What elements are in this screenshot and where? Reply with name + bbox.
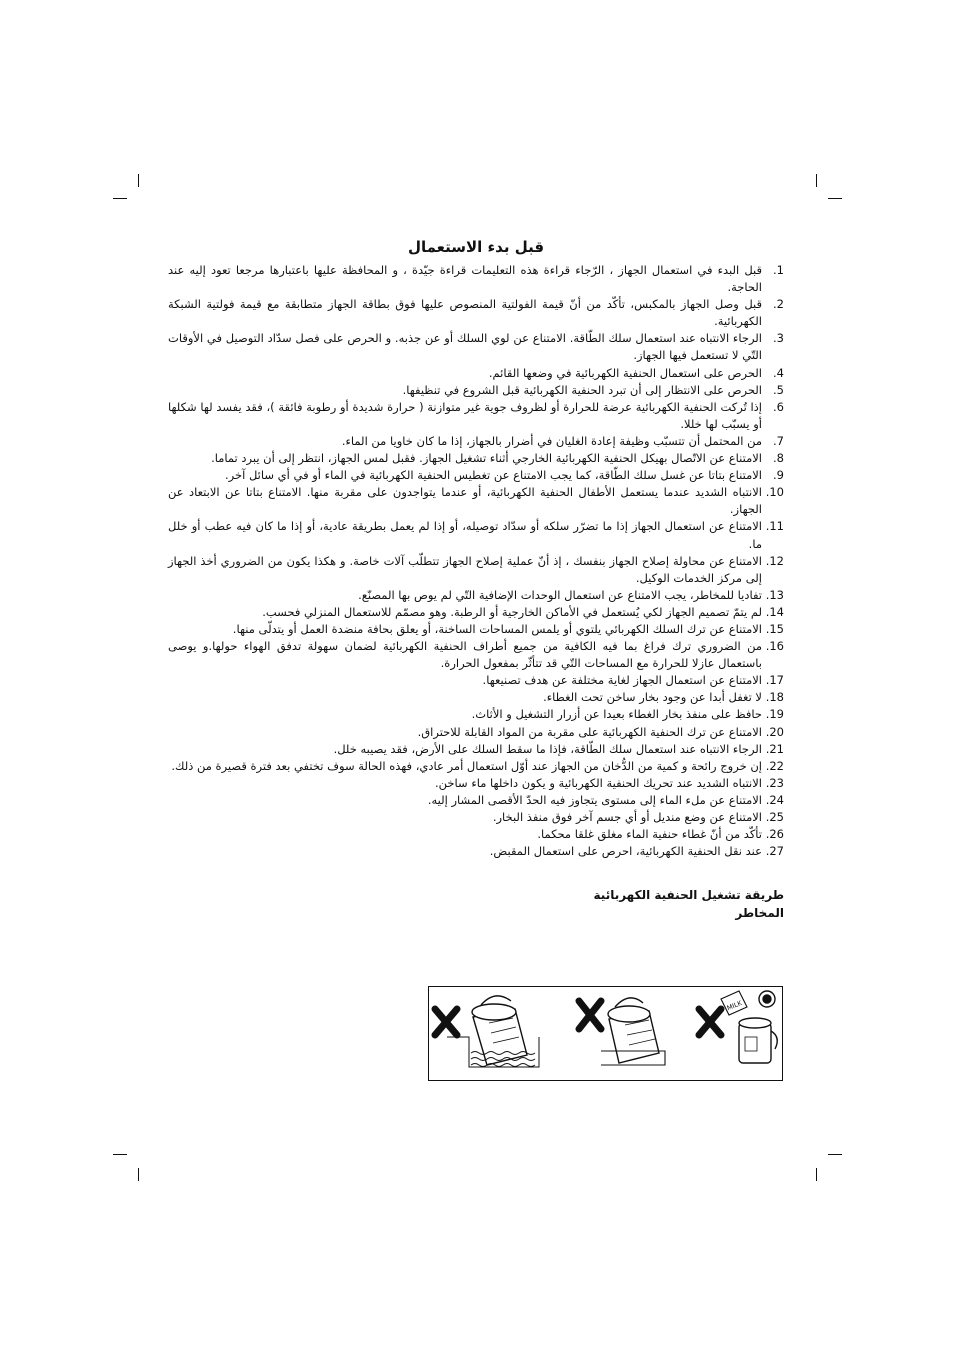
item-text: الامتناع عن ترك الحنفية الكهربائية على مقربة من المواد القابلة للاحتراق. — [417, 724, 762, 739]
crop-mark-bottom-right-vertical — [816, 1168, 817, 1181]
item-text: الامتناع عن ترك السلك الكهربائي يلتوي أو يلمس المساحات الساخنة، أو يعلق بحافة منضدة العمل أو يتدلّى منها. — [232, 621, 762, 636]
milk-label: MILK — [725, 998, 744, 1013]
item-number: 6. — [773, 399, 784, 414]
item-text: الامتناع عن ملء الماء إلى مستوى يتجاوز فيه الحدّ الأقصى المشار إليه. — [427, 792, 762, 807]
list-item — [168, 706, 784, 723]
item-text: الحرص على الانتظار إلى أن تبرد الحنفية الكهربائية قبل الشروع في تنظيفها. — [402, 382, 762, 397]
item-text: الرجاء الانتباه عند استعمال سلك الطّاقة، فإذا ما سقط السلك على الأرض، فقد يصيبه خلل. — [333, 741, 762, 756]
item-number: 24. — [765, 792, 784, 807]
list-item — [168, 809, 784, 826]
item-text: حافظ على منفذ بخار الغطاء بعيدا عن أزرار التشغيل و الأثاث. — [471, 707, 762, 722]
section-title: طريقة تشغيل الحنفية الكهربائية — [593, 888, 784, 903]
forbidden-x-icon — [579, 1001, 601, 1029]
item-number: 15. — [765, 621, 784, 636]
item-text: تفاديا للمخاطر، يجب الامتناع عن استعمال الوحدات الإضافية التّي لم يوص بها المصنّع. — [358, 587, 762, 602]
item-number: 1. — [773, 263, 784, 277]
item-text: قبل وصل الجهاز بالمكبس، تأكّد من أنّ قيمة الفولتية المنصوص عليها فوق بطاقة الجهاز متطابقة مع قيمة فولتية الشبكة الكهربائية. — [168, 297, 762, 329]
item-number: 8. — [773, 451, 784, 466]
list-item — [168, 792, 784, 809]
item-number: 10. — [765, 485, 784, 500]
forbidden-x-icon — [435, 1009, 457, 1035]
section-subtitle: المخاطر — [735, 906, 784, 921]
item-text: لا تغفل أبدا عن وجود بخار ساخن تحت الغطاء. — [543, 690, 762, 705]
hazards-illustration — [429, 987, 782, 1080]
hazard-table-edge-panel — [579, 998, 665, 1065]
hazards-figure — [428, 986, 783, 1081]
item-text: من الضروري ترك فراغ بما فيه الكافية من جميع أطراف الحنفية الكهربائية لضمان سهولة تدفق الهواء حولها.و يوصى باستعمال عازلا للحرارة مع المساحات التّي قد تتأثّر بمفعول الحرارة. — [168, 639, 762, 671]
hazard-milk-panel — [699, 991, 777, 1063]
list-item — [168, 843, 784, 860]
item-text: الانتباه الشديد عندما يستعمل الأطفال الحنفية الكهربائية، أو عندما يتواجدون على مقربة منها. الامتناع بتاتا عن الابتعاد عن الجهاز. — [168, 485, 762, 517]
page-title: قبل بدء الاستعمال — [407, 238, 545, 256]
item-text: عند نقل الحنفية الكهربائية، احرص على استعمال المقبض. — [489, 844, 762, 859]
instructions-content — [168, 236, 784, 922]
crop-mark-bottom-left-horizontal — [113, 1154, 127, 1155]
list-item — [168, 450, 784, 467]
item-number: 27. — [765, 844, 784, 859]
item-text: الامتناع بتاتا عن غسل سلك الطّاقة، كما يجب الامتناع عن تغطيس الحنفية الكهربائية في الماء أو في أي سائل آخر. — [225, 468, 762, 483]
list-item — [168, 365, 784, 382]
instruction-list — [168, 262, 784, 860]
list-item — [168, 330, 784, 364]
item-number: 21. — [765, 741, 784, 756]
item-text: تأكّد من أنّ غطاء حنفية الماء مغلق غلقا محكما. — [537, 827, 762, 842]
list-item — [168, 587, 784, 604]
item-number: 17. — [765, 673, 784, 688]
list-item — [168, 689, 784, 706]
crop-mark-top-right-horizontal — [828, 198, 842, 199]
hazard-water-panel — [435, 996, 539, 1067]
kettle-tilted-icon — [608, 998, 659, 1063]
item-text: إذا تُركت الحنفية الكهربائية عرضة للحرارة أو لظروف جوية غير متوازنة ( حرارة شديدة أو رطوبة فائقة )، فقد يفسد لها شكلها أو يسبّب لها خللا. — [168, 399, 762, 431]
item-text: الامتناع عن وضع منديل أو أي جسم آخر فوق منفذ البخار. — [492, 810, 762, 824]
list-item — [168, 467, 784, 484]
list-item — [168, 296, 784, 330]
item-number: 13. — [765, 587, 784, 602]
item-number: 3. — [773, 331, 784, 346]
list-item — [168, 741, 784, 758]
item-text: الامتناع عن الاتّصال بهيكل الحنفية الكهربائية الخارجي أثناء تشغيل الجهاز. فقبل لمس الجهاز، انتظر إلى أن يبرد تماما. — [211, 451, 762, 466]
crop-mark-top-left-vertical — [138, 174, 139, 187]
list-item — [168, 775, 784, 792]
item-number: 14. — [765, 604, 784, 619]
item-number: 5. — [773, 382, 784, 397]
list-item — [168, 672, 784, 689]
list-item — [168, 621, 784, 638]
item-number: 9. — [773, 468, 784, 483]
item-text: الحرص على استعمال الحنفية الكهربائية في وضعها القائم. — [488, 365, 762, 380]
item-text: الامتناع عن استعمال الجهاز إذا ما تضرّر سلكه أو سدّاد توصيله، أو إذا لم يعمل بطريقة عادية، أو إذا ما كان فيه عطب أو خلل ما. — [168, 519, 762, 551]
item-number: 20. — [765, 724, 784, 739]
crop-mark-top-right-vertical — [816, 174, 817, 187]
item-text: الامتناع عن محاولة إصلاح الجهاز بنفسك ، إذ أنّ عملية إصلاح الجهاز تتطلّب آلات خاصة. و هكذا يكون من الضروري أخذ الجهاز إلى مركز الخدمات الوكيل. — [168, 553, 762, 585]
item-number: 25. — [765, 810, 784, 824]
list-item — [168, 399, 784, 433]
item-number: 23. — [765, 775, 784, 790]
item-number: 26. — [765, 827, 784, 842]
item-number: 16. — [765, 639, 784, 654]
item-text: لم يتمّ تصميم الجهاز لكي يُستعمل في الأماكن الخارجية أو الرطبة. وهو مصمّم للاستعمال المنزلي فحسب. — [262, 604, 762, 619]
item-number: 18. — [765, 690, 784, 705]
list-item — [168, 382, 784, 399]
list-item — [168, 262, 784, 296]
list-item — [168, 724, 784, 741]
item-number: 22. — [765, 758, 784, 773]
list-item — [168, 433, 784, 450]
item-number: 11. — [765, 519, 784, 534]
list-item — [168, 484, 784, 518]
list-item — [168, 604, 784, 621]
crop-mark-top-left-horizontal — [113, 198, 127, 199]
list-item — [168, 638, 784, 672]
item-text: قبل البدء في استعمال الجهاز ، الرّجاء قراءة هذه التعليمات قراءة جيّدة ، و المحافظة عليها باعتبارها مرجعا تعود إليه عند الحاجة. — [168, 263, 762, 295]
item-number: 19. — [765, 707, 784, 722]
item-number: 7. — [773, 433, 784, 448]
crop-mark-bottom-left-vertical — [138, 1168, 139, 1181]
crop-mark-bottom-right-horizontal — [828, 1154, 842, 1155]
item-text: الرجاء الانتباه عند استعمال سلك الطّاقة. الامتناع عن لوي السلك أو عن جذبه. و الحرص على فصل سدّاد التوصيل في الأوقات التّي لا تستعمل فيها الجهاز. — [168, 331, 762, 363]
list-item — [168, 518, 784, 552]
list-item — [168, 826, 784, 843]
forbidden-x-icon — [699, 1009, 721, 1035]
item-text: من المحتمل أن تتسبّب وظيفة إعادة الغليان في أضرار بالجهاز، إذا ما كان خاويا من الماء. — [341, 433, 762, 448]
item-number: 12. — [765, 553, 784, 568]
item-text: الانتباه الشديد عند تحريك الحنفية الكهربائية و يكون داخلها ماء ساخن. — [435, 775, 762, 790]
list-item — [168, 758, 784, 775]
item-number: 2. — [773, 297, 784, 312]
item-number: 4. — [773, 365, 784, 380]
item-text: الامتناع عن استعمال الجهاز لغاية مختلفة عن هدف تصنيعها. — [482, 673, 762, 688]
list-item — [168, 553, 784, 587]
item-text: إن خروج رائحة و كمية من الدُّخان من الجهاز عند أوّل استعمال أمر عادي، فهذه الحالة سوف تختفي بعد فترة قصيرة من ذلك. — [171, 758, 762, 773]
milk-carton-icon — [721, 991, 747, 1015]
